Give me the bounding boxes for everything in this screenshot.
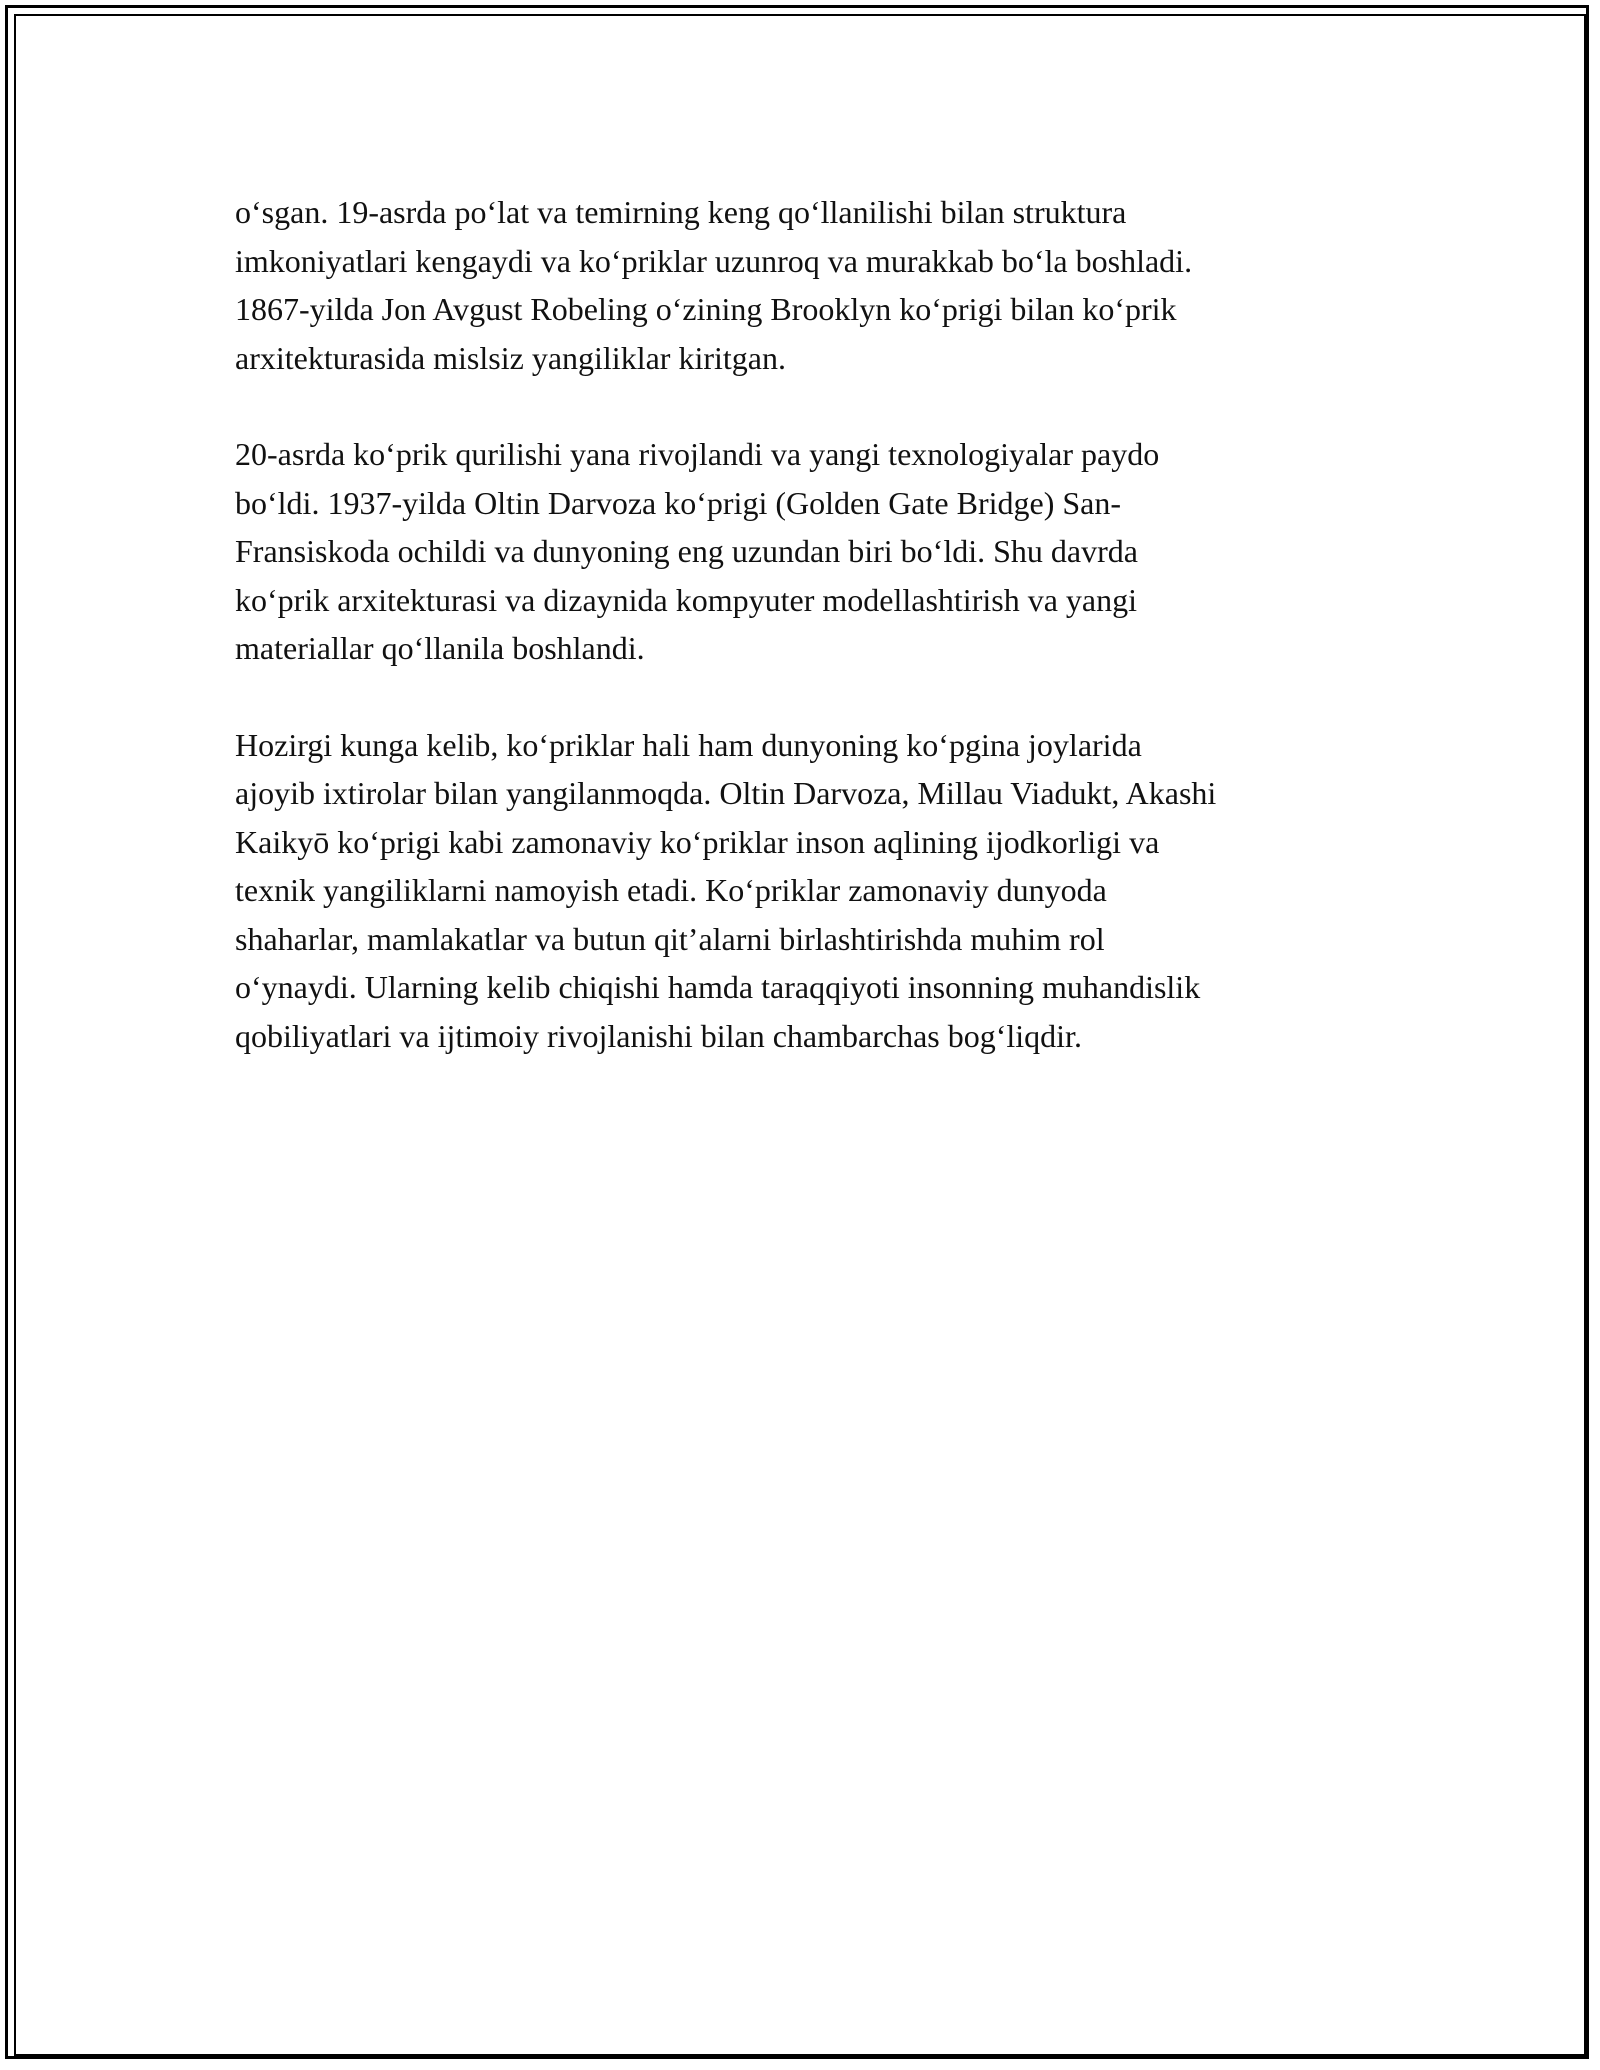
paragraph-line: Hozirgi kunga kelib, ko‘priklar hali ham dunyoning ko‘pgina joylarida (235, 726, 1142, 763)
paragraph-1 (235, 188, 1385, 382)
paragraph-3 (235, 721, 1385, 1061)
paragraph-line: o‘ynaydi. Ularning kelib chiqishi hamda taraqqiyoti insonning muhandislik (235, 969, 1201, 1005)
paragraph-line: 20-asrda ko‘prik qurilishi yana rivojlandi va yangi texnologiyalar paydo (235, 436, 1160, 472)
paragraph-line: o‘sgan. 19-asrda po‘lat va temirning keng qo‘llanilishi bilan struktura (235, 194, 1127, 230)
paragraph-line: ko‘prik arxitekturasi va dizaynida kompyuter modellashtirish va yangi (235, 581, 1137, 618)
document-body (235, 188, 1385, 1108)
paragraph-line: Kaikyō ko‘prigi kabi zamonaviy ko‘priklar inson aqlining ijodkorligi va (235, 823, 1160, 860)
paragraph-line: bo‘ldi. 1937-yilda Oltin Darvoza ko‘prigi (Golden Gate Bridge) San- (235, 484, 1121, 521)
paragraph-line: imkoniyatlari kengaydi va ko‘priklar uzunroq va murakkab bo‘la boshladi. (235, 242, 1193, 279)
paragraph-line: ajoyib ixtirolar bilan yangilanmoqda. Oltin Darvoza, Millau Viadukt, Akashi (235, 775, 1217, 811)
paragraph-line: 1867-yilda Jon Avgust Robeling o‘zining Brooklyn ko‘prigi bilan ko‘prik (235, 291, 1177, 327)
paragraph-line: materiallar qo‘llanila boshlandi. (235, 630, 645, 666)
paragraph-line: shaharlar, mamlakatlar va butun qit’alarni birlashtirishda muhim rol (235, 920, 1105, 957)
paragraph-line: arxitekturasida mislsiz yangiliklar kiritgan. (235, 339, 786, 376)
paragraph-line: texnik yangiliklarni namoyish etadi. Ko‘priklar zamonaviy dunyoda (235, 872, 1107, 908)
paragraph-line: Fransiskoda ochildi va dunyoning eng uzundan biri bo‘ldi. Shu davrda (235, 533, 1138, 569)
paragraph-2 (235, 430, 1385, 673)
paragraph-line: qobiliyatlari va ijtimoiy rivojlanishi bilan chambarchas bog‘liqdir. (235, 1017, 1082, 1054)
